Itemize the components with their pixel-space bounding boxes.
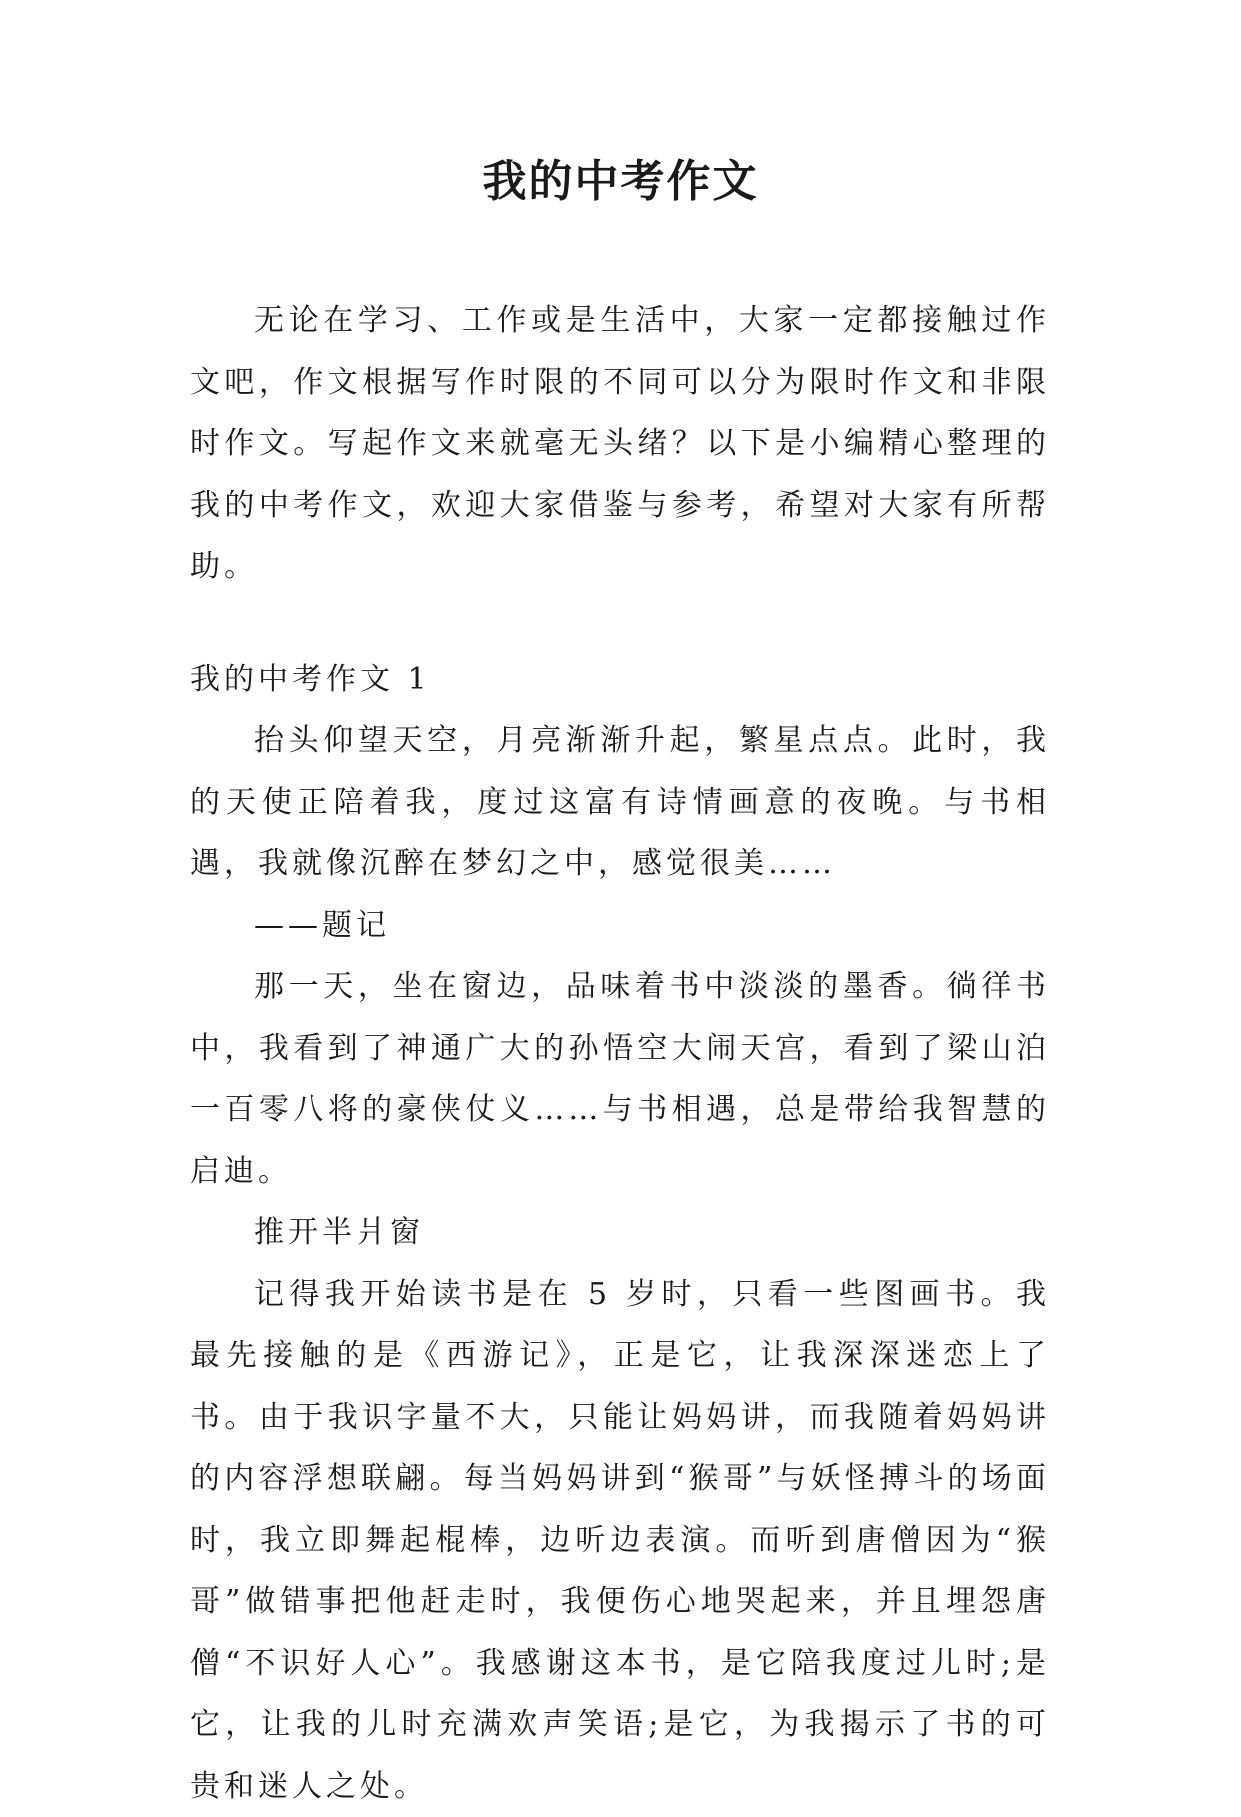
document-title: 我的中考作文 [0, 154, 1241, 210]
section-heading: 我的中考作文 1 [190, 649, 1050, 711]
body-paragraph: 抬头仰望天空，月亮渐渐升起，繁星点点。此时，我的天使正陪着我，度过这富有诗情画意的夜晚。与书相遇，我就像沉醉在梦幻之中，感觉很美…… [190, 710, 1050, 895]
subheading: 推开半爿窗 [190, 1202, 1050, 1264]
epigraph-note: ——题记 [190, 895, 1050, 957]
body-paragraph: 那一天，坐在窗边，品味着书中淡淡的墨香。徜徉书中，我看到了神通广大的孙悟空大闹天宫，看到了梁山泊一百零八将的豪侠仗义……与书相遇，总是带给我智慧的启迪。 [190, 956, 1050, 1202]
body-paragraph: 记得我开始读书是在 5 岁时，只看一些图画书。我最先接触的是《西游记》，正是它，让我深深迷恋上了书。由于我识字量不大，只能让妈妈讲，而我随着妈妈讲的内容浮想联翩。每当妈妈讲到“猴哥”与妖怪搏斗的场面时，我立即舞起棍棒，边听边表演。而听到唐僧因为“猴哥”做错事把他赶走时，我便伤心地哭起来，并且埋怨唐僧“不识好人心”。我感谢这本书，是它陪我度过儿时;是它，让我的儿时充满欢声笑语;是它，为我揭示了书的可贵和迷人之处。 [190, 1264, 1050, 1817]
document-body [190, 290, 1050, 1817]
intro-paragraph: 无论在学习、工作或是生活中，大家一定都接触过作文吧，作文根据写作时限的不同可以分为限时作文和非限时作文。写起作文来就毫无头绪？以下是小编精心整理的我的中考作文，欢迎大家借鉴与参考，希望对大家有所帮助。 [190, 290, 1050, 598]
